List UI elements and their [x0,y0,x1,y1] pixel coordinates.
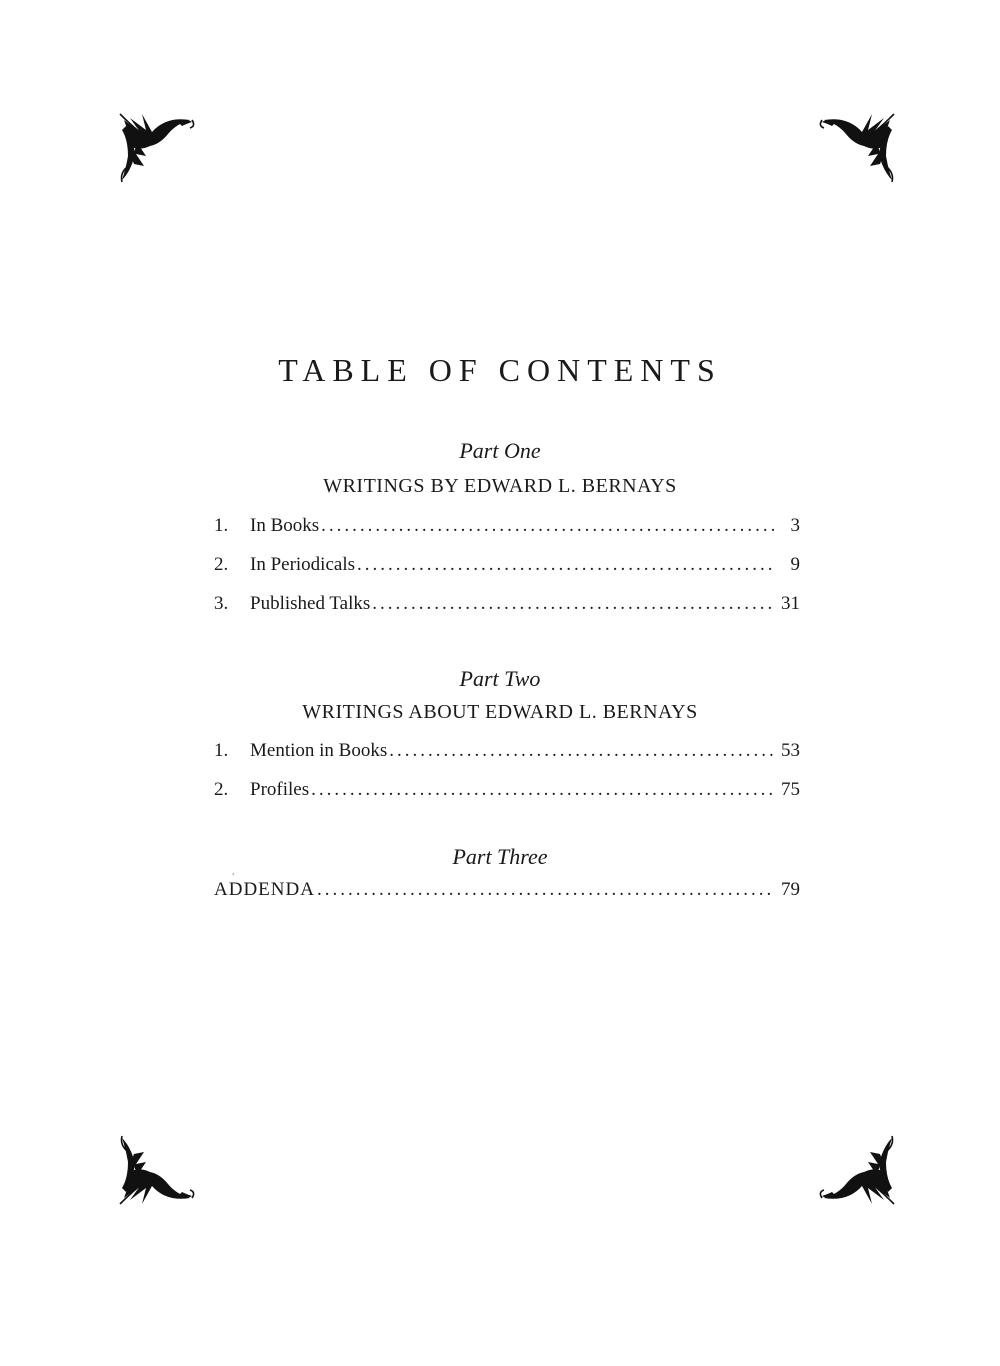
dot-leader [357,554,774,576]
toc-entry-in-books[interactable] [214,515,800,541]
toc-entry-number: 1. [214,515,229,536]
toc-entry-number: 1. [214,740,229,761]
toc-entry-page: 53 [781,740,800,761]
toc-entry-page: 79 [781,879,800,900]
toc-entry-label: ADDENDA [214,879,315,900]
toc-entry-label: In Periodicals [250,554,356,575]
toc-entry-published-talks[interactable] [214,593,800,619]
part-two-label: Part Two [459,666,541,691]
toc-entry-page: 9 [790,554,800,575]
toc-entry-page: 3 [790,515,800,536]
dot-leader [317,879,774,901]
page-title: TABLE OF CONTENTS [278,352,722,388]
toc-entry-page: 31 [781,593,800,614]
toc-entry-label: In Books [250,515,320,536]
toc-entry-number: 3. [214,593,229,614]
leaf-ornament-icon [116,110,196,190]
leaf-ornament-icon [818,1128,898,1208]
toc-entry-addenda[interactable] [214,879,800,905]
toc-entry-page: 75 [781,779,800,800]
leaf-ornament-icon [818,110,898,190]
dot-leader [321,515,774,537]
part-one-heading: WRITINGS BY EDWARD L. BERNAYS [323,475,677,497]
toc-entry-mention-in-books[interactable] [214,740,800,766]
part-two-heading: WRITINGS ABOUT EDWARD L. BERNAYS [302,701,698,723]
toc-entry-profiles[interactable] [214,779,800,805]
dot-leader [389,740,774,762]
toc-entry-label: Published Talks [250,593,371,614]
toc-entry-label: Mention in Books [250,740,388,761]
toc-entry-number: 2. [214,554,229,575]
leaf-ornament-icon [116,1128,196,1208]
stray-mark: , [232,866,235,877]
dot-leader [372,593,774,615]
part-three-label: Part Three [452,844,548,869]
toc-entry-number: 2. [214,779,229,800]
part-one-label: Part One [459,438,541,463]
toc-entry-label: Profiles [250,779,310,800]
toc-entry-in-periodicals[interactable] [214,554,800,580]
dot-leader [311,779,774,801]
